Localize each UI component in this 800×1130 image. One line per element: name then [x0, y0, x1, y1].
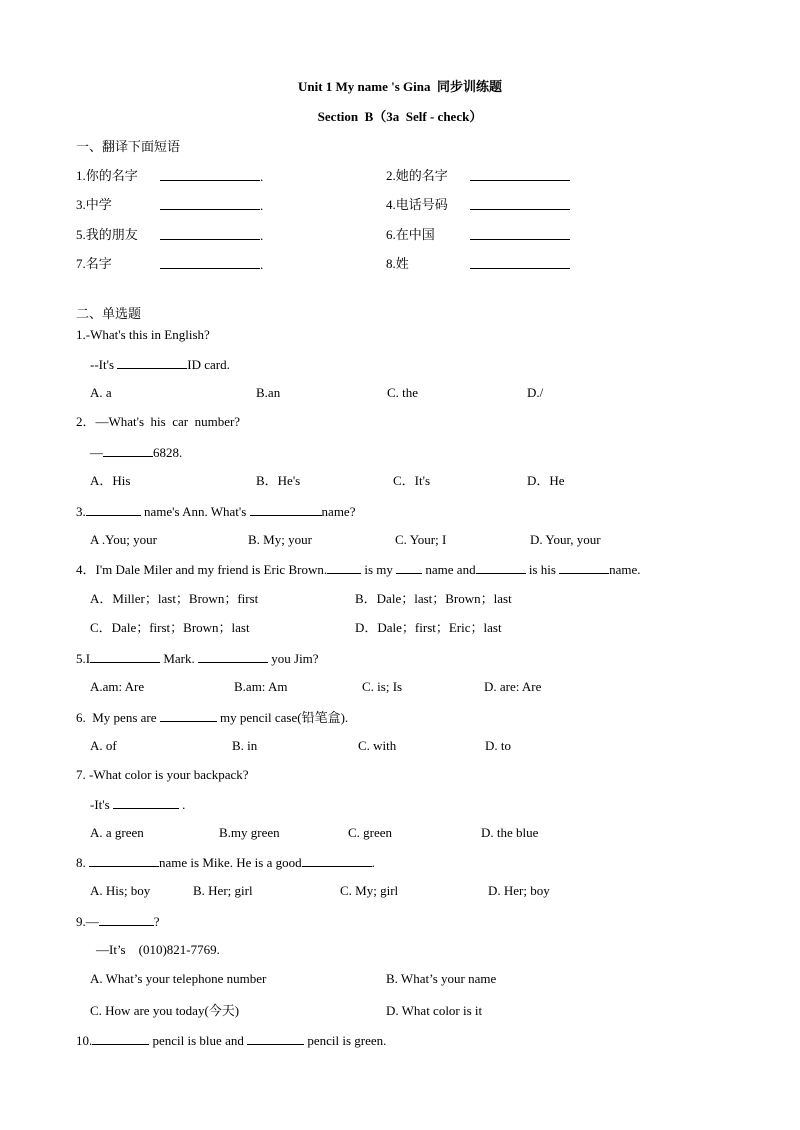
q10-stem: 10. pencil is blue and pencil is green.: [76, 1033, 387, 1048]
q9-answer-line: —It’s (010)821-7769.: [96, 942, 220, 957]
q5-option-c: C. is; Is: [362, 679, 403, 694]
q7-answer-line: -It's .: [90, 797, 186, 812]
q2-option-d: D．He: [527, 473, 565, 488]
answer-blank-6: [470, 227, 570, 244]
translate-item-8: 8.姓: [386, 256, 409, 271]
answer-blank-1: .: [160, 168, 263, 185]
q8-option-d: D. Her; boy: [488, 883, 550, 898]
q3-option-c: C. Your; I: [395, 532, 447, 547]
answer-blank-4: [470, 197, 570, 214]
q4-option-a: A．Miller；last；Brown；first: [90, 591, 259, 606]
q4-option-b: B．Dale；last；Brown；last: [355, 591, 512, 606]
translate-item-1: 1.你的名字: [76, 168, 138, 183]
q7-option-d: D. the blue: [481, 825, 539, 840]
answer-blank-2: [470, 168, 570, 185]
q1-answer-line: --It's ID card.: [90, 357, 230, 372]
q8-option-b: B. Her; girl: [193, 883, 253, 898]
translate-item-6: 6.在中国: [386, 227, 435, 242]
q8-option-a: A. His; boy: [90, 883, 151, 898]
q9-option-c: C. How are you today(今天): [90, 1003, 240, 1018]
q1-option-a: A. a: [90, 385, 112, 400]
q1-option-d: D./: [527, 385, 544, 400]
translate-item-5: 5.我的朋友: [76, 227, 138, 242]
q8-option-c: C. My; girl: [340, 883, 399, 898]
q2-option-c: C．It's: [393, 473, 431, 488]
q6-option-d: D. to: [485, 738, 511, 753]
q3-option-a: A .You; your: [90, 532, 157, 547]
q6-option-c: C. with: [358, 738, 397, 753]
q6-option-b: B. in: [232, 738, 258, 753]
q4-stem: 4．I'm Dale Miler and my friend is Eric Brown. is my name and is his name.: [76, 562, 641, 577]
q2-option-b: B．He's: [256, 473, 301, 488]
q2-answer-line: — 6828.: [90, 445, 183, 460]
answer-blank-8: [470, 256, 570, 273]
q1-stem: 1.-What's this in English?: [76, 327, 210, 342]
q5-option-a: A.am: Are: [90, 679, 145, 694]
q6-stem: 6. My pens are my pencil case(铅笔盒).: [76, 710, 349, 725]
q4-option-c: C．Dale；first；Brown；last: [90, 620, 250, 635]
q6-option-a: A. of: [90, 738, 117, 753]
q7-option-a: A. a green: [90, 825, 144, 840]
page-title: Unit 1 My name 's Gina 同步训练题: [297, 79, 503, 94]
q1-option-c: C. the: [387, 385, 419, 400]
translate-item-4: 4.电话号码: [386, 197, 448, 212]
translate-item-7: 7.名字: [76, 256, 112, 271]
page-subtitle: Section B（3a Self - check）: [317, 109, 483, 124]
q7-stem: 7. -What color is your backpack?: [76, 767, 249, 782]
part1-heading: 一、翻译下面短语: [76, 139, 181, 154]
q7-option-c: C. green: [348, 825, 393, 840]
part2-heading: 二、单选题: [76, 306, 142, 321]
q9-stem: 9.— ?: [76, 914, 160, 929]
q3-option-d: D. Your, your: [530, 532, 601, 547]
q9-option-a: A. What’s your telephone number: [90, 971, 267, 986]
q2-option-a: A．His: [90, 473, 131, 488]
q2-stem: 2．—What's his car number?: [76, 414, 241, 429]
answer-blank-5: .: [160, 227, 263, 244]
translate-item-2: 2.她的名字: [386, 168, 448, 183]
q5-option-d: D. are: Are: [484, 679, 542, 694]
translate-item-3: 3.中学: [76, 197, 112, 212]
q3-option-b: B. My; your: [248, 532, 312, 547]
q4-option-d: D．Dale；first；Eric；last: [355, 620, 502, 635]
q5-option-b: B.am: Am: [234, 679, 288, 694]
q9-option-d: D. What color is it: [386, 1003, 483, 1018]
q1-option-b: B.an: [256, 385, 281, 400]
q5-stem: 5.I Mark. you Jim?: [76, 651, 319, 666]
q7-option-b: B.my green: [219, 825, 280, 840]
answer-blank-3: .: [160, 197, 263, 214]
answer-blank-7: .: [160, 256, 263, 273]
q3-stem: 3. name's Ann. What's name?: [76, 504, 356, 519]
q8-stem: 8. name is Mike. He is a good .: [76, 855, 375, 870]
q9-option-b: B. What’s your name: [386, 971, 497, 986]
